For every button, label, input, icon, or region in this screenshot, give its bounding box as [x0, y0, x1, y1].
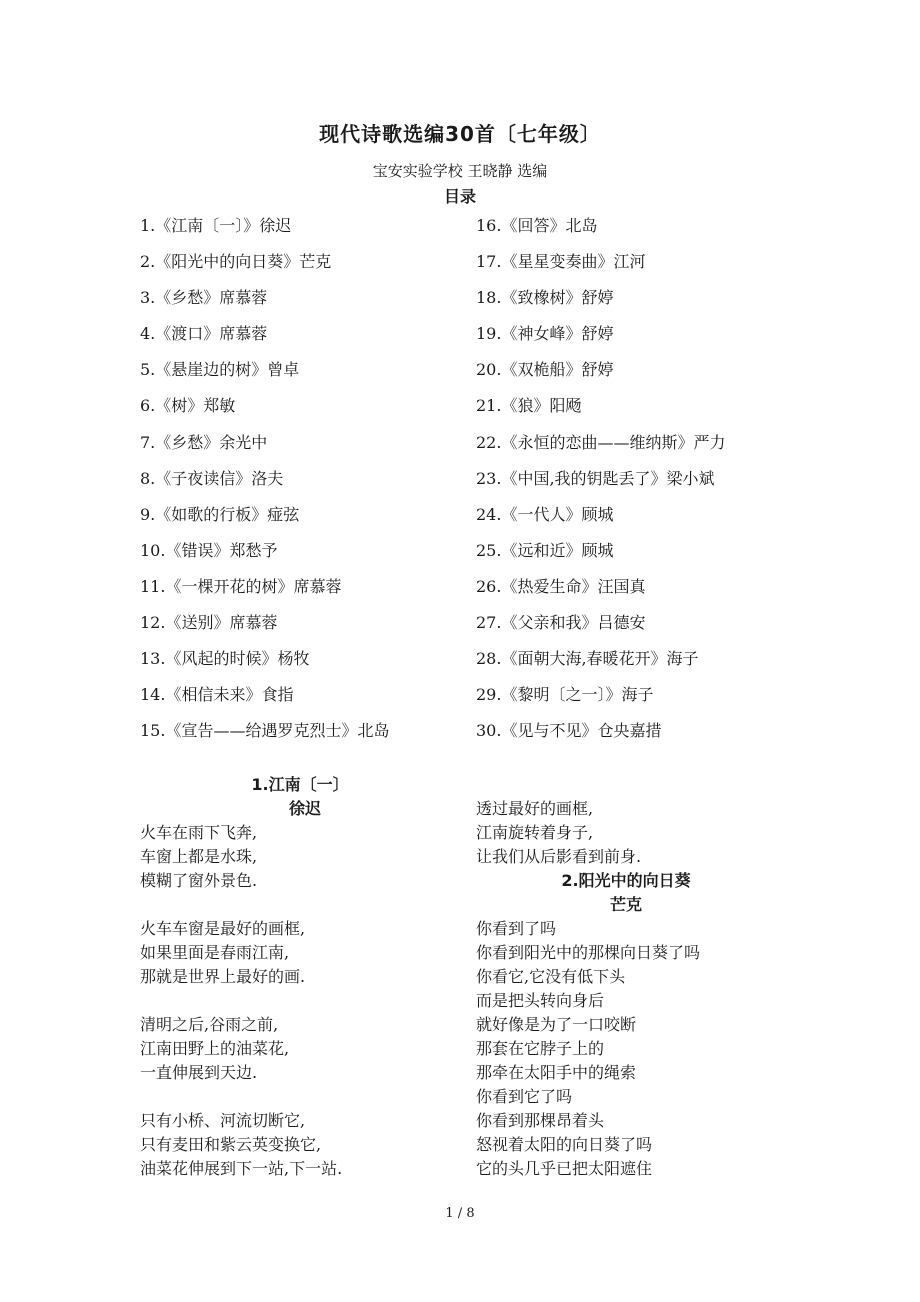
- toc-right-column: [476, 213, 796, 754]
- toc-item: 21.《狼》阳飏: [476, 396, 582, 416]
- toc-item: 20.《双桅船》舒婷: [476, 360, 614, 380]
- poem-line: 油菜花伸展到下一站,下一站.: [140, 1159, 343, 1178]
- toc-item: 5.《悬崖边的树》曾卓: [140, 360, 300, 380]
- toc-item: 6.《树》郑敏: [140, 396, 236, 416]
- toc-item: 14.《相信未来》食指: [140, 685, 294, 705]
- toc-item: 1.《江南〔一〕》徐迟: [140, 216, 292, 235]
- poem-line: 那套在它脖子上的: [476, 1039, 605, 1058]
- poem-title: 2.阳光中的向日葵: [561, 871, 691, 890]
- toc-item: 4.《渡口》席慕蓉: [140, 324, 268, 344]
- poem-line: 透过最好的画框,: [476, 799, 594, 818]
- toc-item: 17.《星星变奏曲》江河: [476, 252, 646, 272]
- stanza-break: [140, 989, 470, 1013]
- toc-item: 12.《送别》席慕蓉: [140, 613, 278, 633]
- poem-line: 模糊了窗外景色.: [140, 871, 258, 890]
- poem-line: 它的头几乎已把太阳遮住: [476, 1159, 653, 1178]
- poem-line: 你看到了吗: [476, 919, 557, 938]
- poem-author: 徐迟: [288, 799, 321, 818]
- toc-item: 24.《一代人》顾城: [476, 504, 614, 524]
- toc-item: 27.《父亲和我》吕德安: [476, 613, 646, 633]
- poem-line: 你看到阳光中的那棵向日葵了吗: [476, 943, 701, 962]
- toc-item: 18.《致橡树》舒婷: [476, 288, 614, 308]
- toc-item: 22.《永恒的恋曲——维纳斯》严力: [476, 432, 726, 452]
- toc-heading: 目录: [443, 187, 476, 206]
- toc-item: 29.《黎明〔之一〕》海子: [476, 685, 654, 705]
- poem-line: 让我们从后影看到前身.: [476, 847, 642, 866]
- page-number: 1 / 8: [445, 1206, 475, 1221]
- toc-item: 23.《中国,我的钥匙丢了》梁小斌: [476, 468, 715, 488]
- poem-line: 火车在雨下飞奔,: [140, 823, 258, 842]
- toc-item: 19.《神女峰》舒婷: [476, 324, 614, 344]
- toc-item: 25.《远和近》顾城: [476, 540, 614, 560]
- poem-author: 芒克: [609, 895, 642, 914]
- toc-item: 13.《风起的时候》杨牧: [140, 649, 310, 669]
- poem-line: 那就是世界上最好的画.: [140, 967, 306, 986]
- poem-line: 就好像是为了一口咬断: [476, 1015, 637, 1034]
- toc-left-column: [140, 213, 470, 754]
- poem-line: 你看到它了吗: [476, 1087, 573, 1106]
- poem-line: 一直伸展到天边.: [140, 1063, 258, 1082]
- document-subtitle: 宝安实验学校 王晓静 选编: [372, 162, 548, 180]
- toc-item: 10.《错误》郑愁予: [140, 540, 278, 560]
- poem-line: 清明之后,谷雨之前,: [140, 1015, 279, 1034]
- poem-line: 只有麦田和紫云英变换它,: [140, 1135, 322, 1154]
- toc-item: 9.《如歌的行板》痖弦: [140, 504, 300, 524]
- poem-line: 火车车窗是最好的画框,: [140, 919, 306, 938]
- toc-item: 2.《阳光中的向日葵》芒克: [140, 252, 332, 272]
- toc-item: 16.《回答》北岛: [476, 216, 598, 235]
- stanza-break: [140, 1085, 470, 1109]
- toc-item: 26.《热爱生命》汪国真: [476, 576, 646, 596]
- toc-item: 30.《见与不见》仓央嘉措: [476, 721, 662, 741]
- poem1-column: [140, 773, 470, 1181]
- poem-line: 如果里面是春雨江南,: [140, 943, 290, 962]
- poem-line: 车窗上都是水珠,: [140, 847, 258, 866]
- toc-item: 3.《乡愁》席慕蓉: [140, 288, 268, 308]
- poem-title: 1.江南〔一〕: [251, 775, 349, 794]
- stanza-break: [140, 893, 470, 917]
- toc-item: 7.《乡愁》余光中: [140, 432, 268, 452]
- toc-item: 28.《面朝大海,春暖花开》海子: [476, 649, 699, 669]
- poem-line: 怒视着太阳的向日葵了吗: [476, 1135, 653, 1154]
- poem-line: 你看它,它没有低下头: [476, 967, 626, 986]
- toc-item: 8.《子夜读信》洛夫: [140, 468, 284, 488]
- poem-line: 你看到那棵昂着头: [476, 1111, 605, 1130]
- poem-line: 那牵在太阳手中的绳索: [476, 1063, 637, 1082]
- poem-line: 而是把头转向身后: [476, 991, 605, 1010]
- poem-line: 江南田野上的油菜花,: [140, 1039, 290, 1058]
- document-title: 现代诗歌选编30首〔七年级〕: [319, 122, 601, 146]
- toc-item: 11.《一棵开花的树》席慕蓉: [140, 576, 342, 596]
- toc-item: 15.《宣告——给遇罗克烈士》北岛: [140, 721, 390, 741]
- poem-line: 江南旋转着身子,: [476, 823, 594, 842]
- poem-line: 只有小桥、河流切断它,: [140, 1111, 306, 1130]
- right-text-column: [476, 797, 796, 1181]
